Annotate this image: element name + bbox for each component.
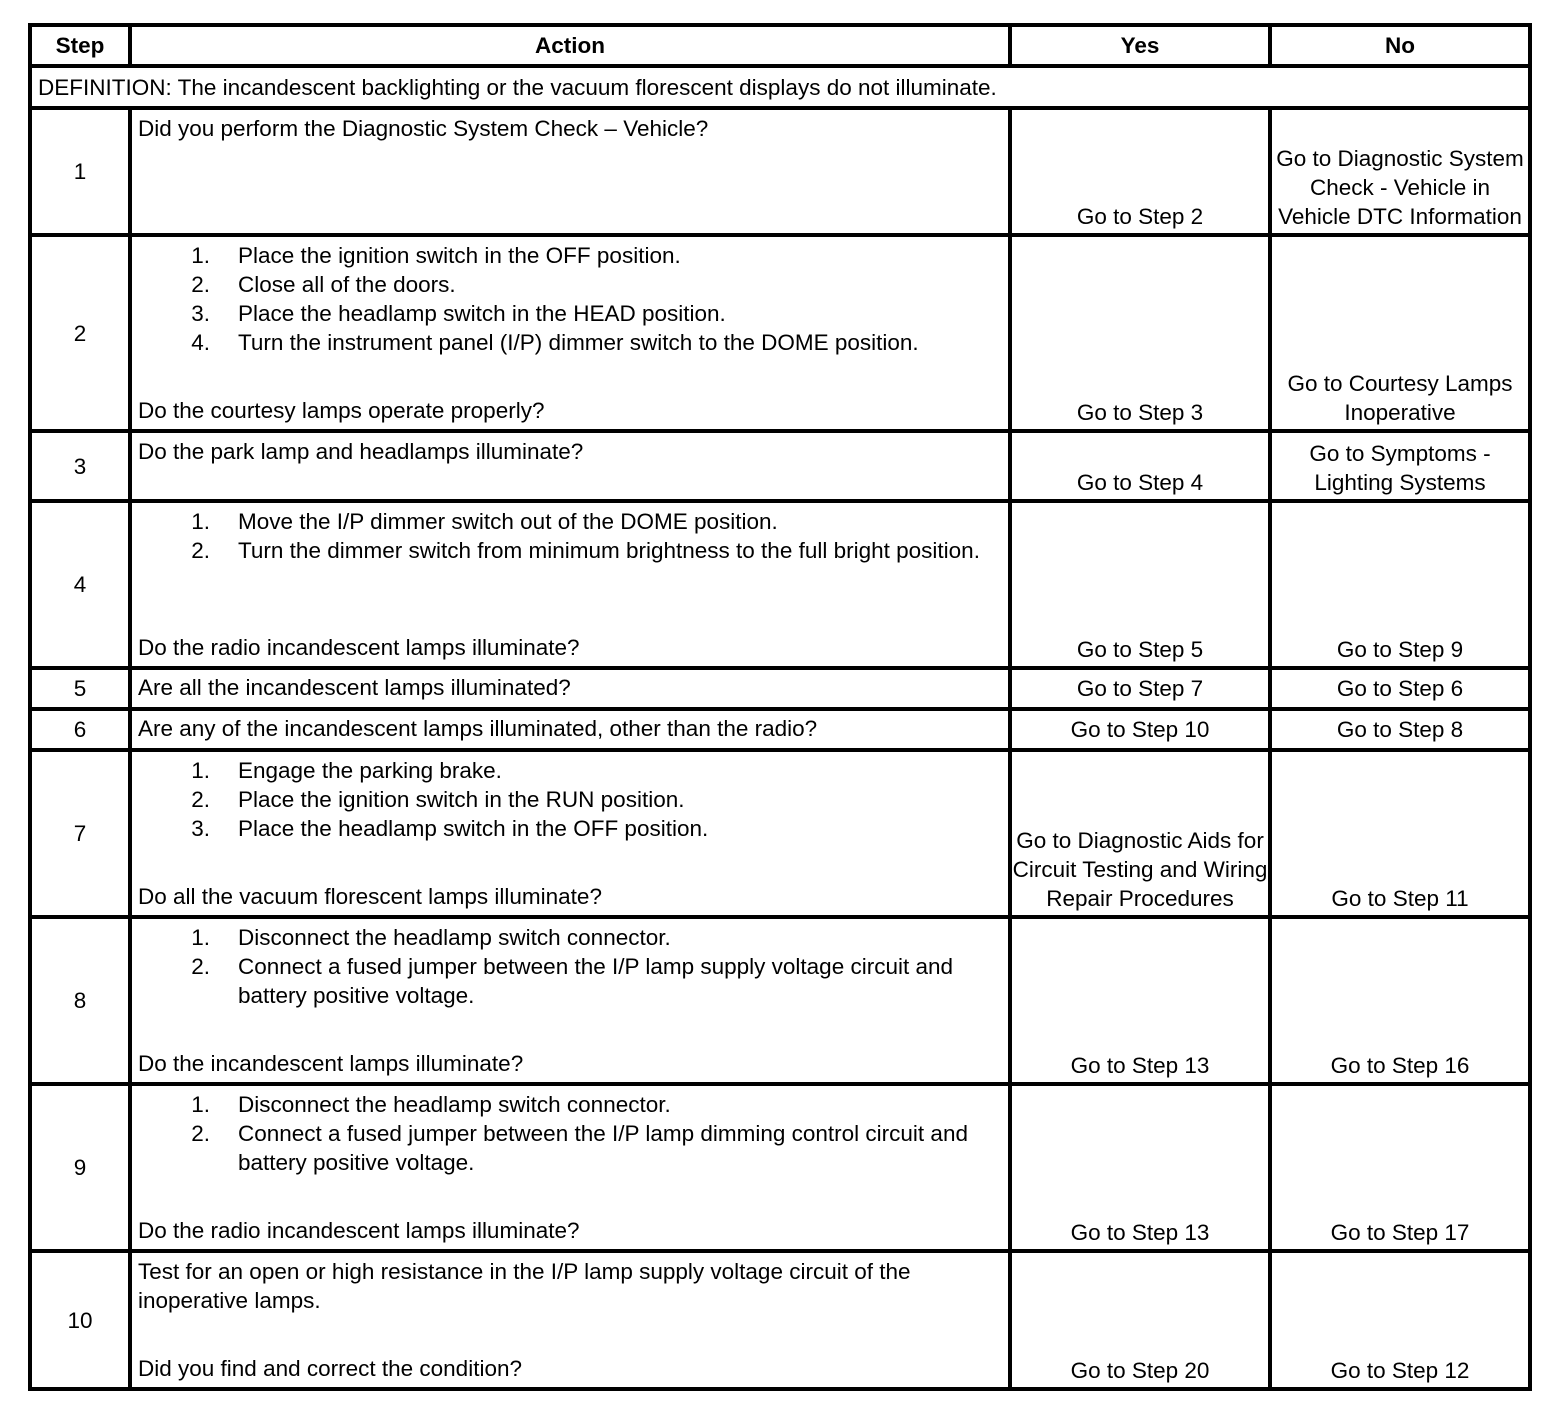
action-question: Do all the vacuum florescent lamps illuminate? xyxy=(138,884,602,909)
yes-cell: Go to Step 13 xyxy=(1010,917,1270,1084)
no-cell: Go to Step 11 xyxy=(1270,750,1530,917)
action-cell xyxy=(130,108,1010,235)
action-question: Did you find and correct the condition? xyxy=(138,1356,522,1381)
no-cell: Go to Step 12 xyxy=(1270,1251,1530,1389)
procedure-step: 1. Disconnect the headlamp switch connector. xyxy=(191,925,671,950)
table-row xyxy=(30,709,1530,750)
procedure-step: 3. Place the headlamp switch in the HEAD position. xyxy=(191,301,726,326)
table-row xyxy=(30,1084,1530,1251)
action-cell xyxy=(130,917,1010,1084)
action-question: Do the radio incandescent lamps illuminate? xyxy=(138,1218,580,1243)
procedure-step: 1. Place the ignition switch in the OFF position. xyxy=(191,243,681,268)
no-cell: Go to Symptoms - Lighting Systems xyxy=(1270,431,1530,501)
action-cell xyxy=(130,431,1010,501)
action-header: Action xyxy=(130,25,1010,66)
no-cell: Go to Step 16 xyxy=(1270,917,1530,1084)
yes-cell: Go to Diagnostic Aids for Circuit Testing and Wiring Repair Procedures xyxy=(1010,750,1270,917)
action-cell xyxy=(130,1251,1010,1389)
table-row xyxy=(30,917,1530,1084)
action-cell xyxy=(130,1084,1010,1251)
no-header: No xyxy=(1270,25,1530,66)
table-row xyxy=(30,431,1530,501)
no-cell: Go to Diagnostic System Check - Vehicle in Vehicle DTC Information xyxy=(1270,108,1530,235)
table-row xyxy=(30,668,1530,709)
table-row xyxy=(30,1251,1530,1389)
procedure-step: 4. Turn the instrument panel (I/P) dimmer switch to the DOME position. xyxy=(191,330,919,355)
procedure-step: 1. Disconnect the headlamp switch connector. xyxy=(191,1092,671,1117)
yes-cell: Go to Step 3 xyxy=(1010,235,1270,431)
yes-cell: Go to Step 20 xyxy=(1010,1251,1270,1389)
step-number: 8 xyxy=(30,917,130,1084)
action-question: Do the radio incandescent lamps illuminate? xyxy=(138,635,580,660)
action-intro: Test for an open or high resistance in the I/P lamp supply voltage circuit of the inoperative lamps. xyxy=(138,1259,911,1313)
procedure-list xyxy=(138,241,1002,357)
yes-cell: Go to Step 10 xyxy=(1010,709,1270,750)
action-intro: Are all the incandescent lamps illuminated? xyxy=(138,675,571,700)
table-row xyxy=(30,108,1530,235)
action-cell xyxy=(130,750,1010,917)
step-number: 5 xyxy=(30,668,130,709)
table-row xyxy=(30,501,1530,668)
diagnostic-table xyxy=(28,23,1532,1391)
step-number: 7 xyxy=(30,750,130,917)
action-question: Do the incandescent lamps illuminate? xyxy=(138,1051,524,1076)
action-intro: Did you perform the Diagnostic System Check – Vehicle? xyxy=(138,116,709,141)
step-number: 9 xyxy=(30,1084,130,1251)
action-question: Do the courtesy lamps operate properly? xyxy=(138,398,545,423)
yes-cell: Go to Step 7 xyxy=(1010,668,1270,709)
no-cell: Go to Step 8 xyxy=(1270,709,1530,750)
yes-cell: Go to Step 4 xyxy=(1010,431,1270,501)
no-cell: Go to Step 9 xyxy=(1270,501,1530,668)
procedure-step: 2. Connect a fused jumper between the I/P lamp dimming control circuit and battery positive voltage. xyxy=(191,1121,968,1175)
definition-row xyxy=(30,66,1530,108)
procedure-step: 1. Move the I/P dimmer switch out of the DOME position. xyxy=(191,509,778,534)
procedure-step: 2. Close all of the doors. xyxy=(191,272,456,297)
step-number: 10 xyxy=(30,1251,130,1389)
yes-cell: Go to Step 13 xyxy=(1010,1084,1270,1251)
yes-header: Yes xyxy=(1010,25,1270,66)
action-intro: Do the park lamp and headlamps illuminate? xyxy=(138,439,584,464)
yes-cell: Go to Step 5 xyxy=(1010,501,1270,668)
yes-cell: Go to Step 2 xyxy=(1010,108,1270,235)
step-number: 3 xyxy=(30,431,130,501)
table-row xyxy=(30,235,1530,431)
step-number: 6 xyxy=(30,709,130,750)
no-cell: Go to Step 6 xyxy=(1270,668,1530,709)
procedure-list xyxy=(138,507,1002,565)
definition-text: DEFINITION: The incandescent backlighting or the vacuum florescent displays do not illuminate. xyxy=(30,66,1530,108)
table-row xyxy=(30,750,1530,917)
procedure-list xyxy=(138,923,1002,1010)
action-cell xyxy=(130,668,1010,709)
action-cell xyxy=(130,709,1010,750)
procedure-list xyxy=(138,1090,1002,1177)
action-cell xyxy=(130,501,1010,668)
action-cell xyxy=(130,235,1010,431)
no-cell: Go to Courtesy Lamps Inoperative xyxy=(1270,235,1530,431)
step-header: Step xyxy=(30,25,130,66)
step-number: 4 xyxy=(30,501,130,668)
header-row xyxy=(30,25,1530,66)
procedure-step: 1. Engage the parking brake. xyxy=(191,758,502,783)
procedure-step: 2. Turn the dimmer switch from minimum brightness to the full bright position. xyxy=(191,538,980,563)
procedure-step: 2. Place the ignition switch in the RUN position. xyxy=(191,787,685,812)
procedure-list xyxy=(138,756,1002,843)
no-cell: Go to Step 17 xyxy=(1270,1084,1530,1251)
step-number: 1 xyxy=(30,108,130,235)
action-intro: Are any of the incandescent lamps illuminated, other than the radio? xyxy=(138,716,818,741)
procedure-step: 3. Place the headlamp switch in the OFF position. xyxy=(191,816,709,841)
procedure-step: 2. Connect a fused jumper between the I/P lamp supply voltage circuit and battery positive voltage. xyxy=(191,954,954,1008)
step-number: 2 xyxy=(30,235,130,431)
